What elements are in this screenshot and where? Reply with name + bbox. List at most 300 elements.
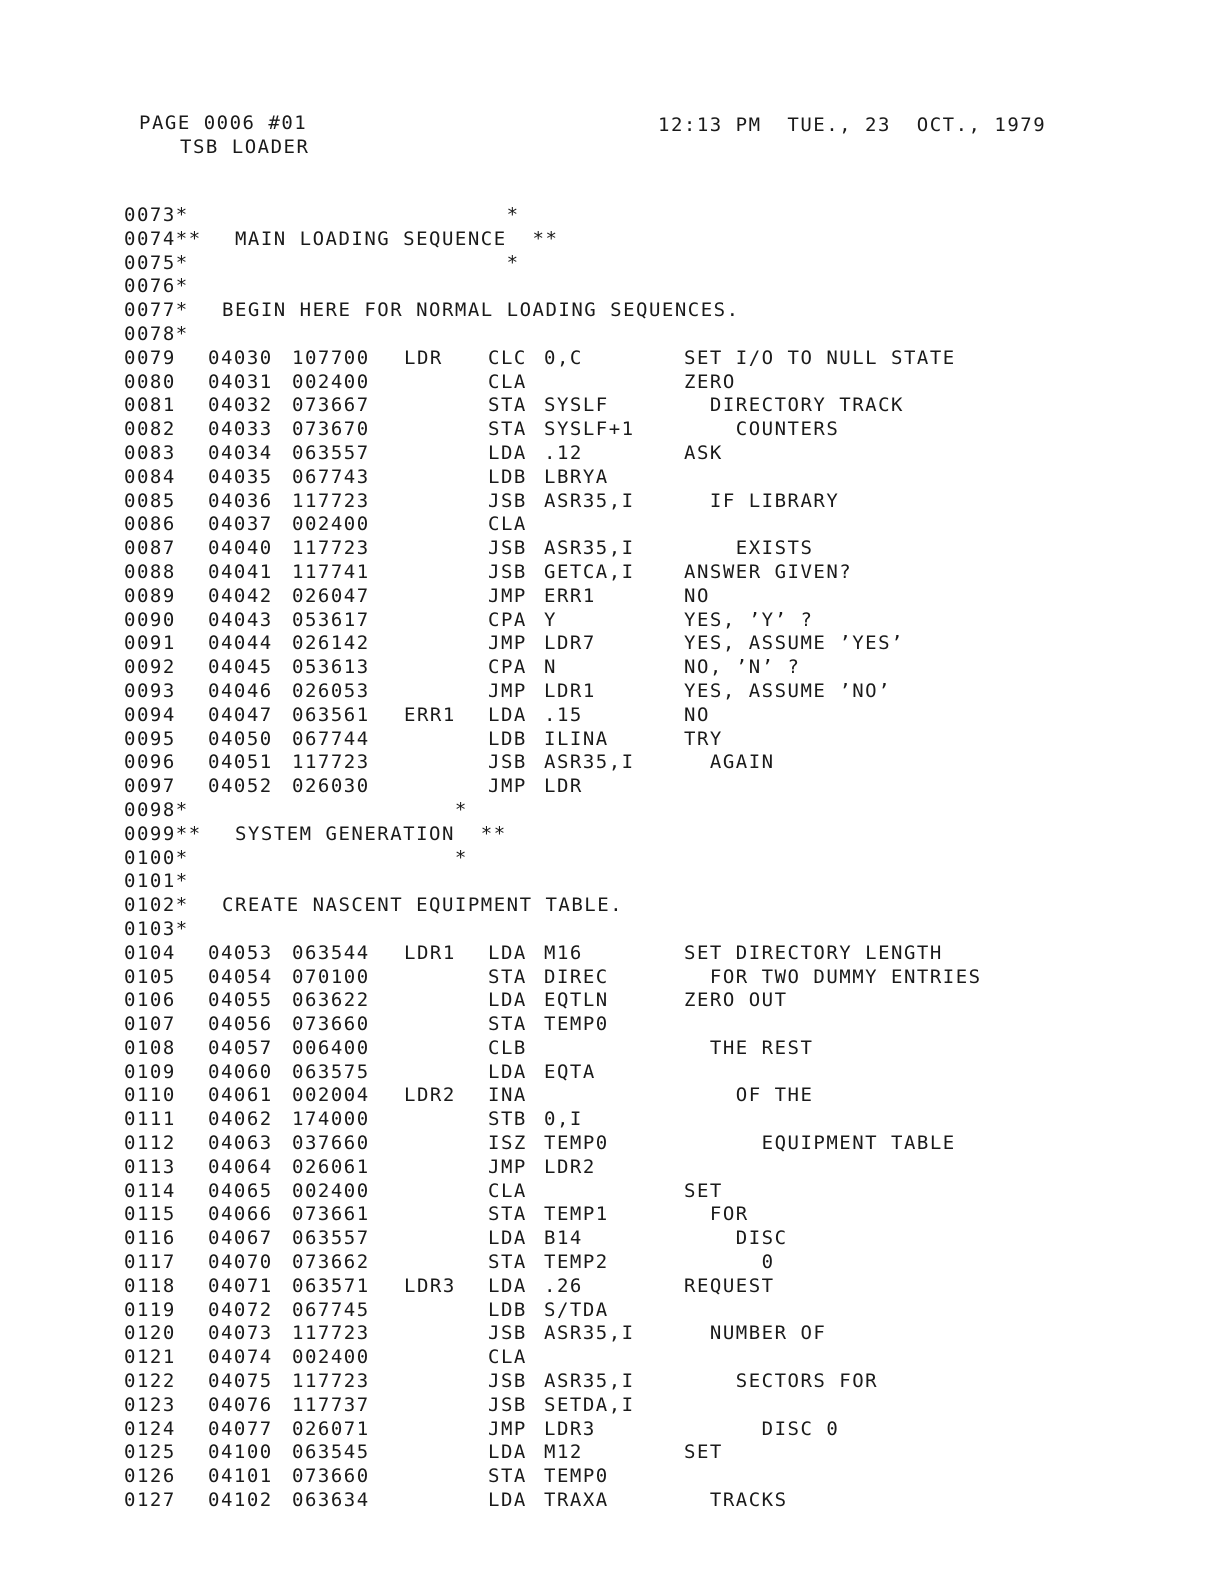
- comment: 0: [684, 1251, 775, 1274]
- listing-line: [124, 966, 1204, 990]
- opcode: JSB: [488, 1370, 527, 1393]
- line-number: 0085: [124, 489, 176, 512]
- object-code: 073662: [292, 1251, 370, 1274]
- line-number: 0097: [124, 775, 176, 798]
- comment: DISC: [684, 1227, 788, 1250]
- opcode: STA: [488, 394, 527, 417]
- operand: TEMP2: [544, 1251, 609, 1274]
- line-number: 0075*: [124, 251, 189, 274]
- opcode: JMP: [488, 632, 527, 655]
- object-code: 063557: [292, 1227, 370, 1250]
- opcode: CPA: [488, 656, 527, 679]
- comment-text: SYSTEM GENERATION **: [222, 822, 507, 845]
- comment: YES, ASSUME ’NO’: [684, 679, 892, 702]
- line-number: 0106: [124, 989, 176, 1012]
- object-code: 063545: [292, 1441, 370, 1464]
- address: 04031: [208, 370, 273, 393]
- comment: NO, ’N’ ?: [684, 656, 801, 679]
- listing-line: [124, 1465, 1204, 1489]
- object-code: 073670: [292, 418, 370, 441]
- opcode: STA: [488, 1203, 527, 1226]
- object-code: 073660: [292, 1465, 370, 1488]
- comment: SET I/O TO NULL STATE: [684, 346, 956, 369]
- listing-line: [124, 1394, 1204, 1418]
- comment: SET: [684, 1441, 723, 1464]
- line-number: 0091: [124, 632, 176, 655]
- operand: LDR1: [544, 679, 596, 702]
- program-title: TSB LOADER: [180, 136, 310, 158]
- address: 04070: [208, 1251, 273, 1274]
- line-number: 0092: [124, 656, 176, 679]
- listing-line: [124, 1227, 1204, 1251]
- operand: .15: [544, 703, 583, 726]
- object-code: 117723: [292, 751, 370, 774]
- listing-line: [124, 656, 1204, 680]
- opcode: LDA: [488, 1274, 527, 1297]
- address: 04033: [208, 418, 273, 441]
- comment: YES, ’Y’ ?: [684, 608, 814, 631]
- operand: M16: [544, 941, 583, 964]
- listing-line: [124, 299, 1204, 323]
- line-number: 0077*: [124, 299, 189, 322]
- line-number: 0090: [124, 608, 176, 631]
- listing-line: [124, 989, 1204, 1013]
- line-number: 0078*: [124, 322, 189, 345]
- comment-text: *: [222, 204, 520, 226]
- comment: ZERO OUT: [684, 989, 788, 1012]
- listing-line: [124, 1251, 1204, 1275]
- object-code: 063561: [292, 703, 370, 726]
- listing-line: [124, 799, 1204, 823]
- address: 04046: [208, 679, 273, 702]
- line-number: 0089: [124, 584, 176, 607]
- address: 04041: [208, 560, 273, 583]
- opcode: INA: [488, 1084, 527, 1107]
- object-code: 006400: [292, 1036, 370, 1059]
- object-code: 117737: [292, 1393, 370, 1416]
- line-number: 0118: [124, 1274, 176, 1297]
- listing-line: [124, 847, 1204, 871]
- listing-line: [124, 1084, 1204, 1108]
- listing-line: [124, 252, 1204, 276]
- operand: .12: [544, 441, 583, 464]
- comment: OF THE: [684, 1084, 814, 1107]
- address: 04040: [208, 537, 273, 560]
- listing-line: [124, 537, 1204, 561]
- address: 04060: [208, 1060, 273, 1083]
- opcode: JSB: [488, 537, 527, 560]
- address: 04032: [208, 394, 273, 417]
- line-number: 0101*: [124, 870, 189, 893]
- object-code: 026030: [292, 775, 370, 798]
- address: 04073: [208, 1322, 273, 1345]
- address: 04052: [208, 775, 273, 798]
- opcode: LDB: [488, 727, 527, 750]
- address: 04101: [208, 1465, 273, 1488]
- operand: ASR35,I: [544, 489, 635, 512]
- object-code: 002400: [292, 1179, 370, 1202]
- opcode: CLA: [488, 513, 527, 536]
- comment: SET: [684, 1179, 723, 1202]
- object-code: 002400: [292, 370, 370, 393]
- line-number: 0109: [124, 1060, 176, 1083]
- listing-line: [124, 204, 1204, 228]
- line-number: 0079: [124, 346, 176, 369]
- opcode: JSB: [488, 751, 527, 774]
- opcode: CLC: [488, 346, 527, 369]
- address: 04100: [208, 1441, 273, 1464]
- line-number: 0112: [124, 1132, 176, 1155]
- operand: SYSLF: [544, 394, 609, 417]
- comment: THE REST: [684, 1036, 814, 1059]
- line-number: 0093: [124, 679, 176, 702]
- operand: LDR3: [544, 1417, 596, 1440]
- object-code: 174000: [292, 1108, 370, 1131]
- operand: S/TDA: [544, 1298, 609, 1321]
- address: 04037: [208, 513, 273, 536]
- line-number: 0123: [124, 1393, 176, 1416]
- object-code: 117741: [292, 560, 370, 583]
- opcode: JSB: [488, 560, 527, 583]
- line-number: 0115: [124, 1203, 176, 1226]
- opcode: LDA: [488, 703, 527, 726]
- opcode: JSB: [488, 489, 527, 512]
- address: 04077: [208, 1417, 273, 1440]
- address: 04051: [208, 751, 273, 774]
- listing-line: [124, 394, 1204, 418]
- object-code: 063544: [292, 941, 370, 964]
- listing-line: [124, 918, 1204, 942]
- object-code: 117723: [292, 1322, 370, 1345]
- operand: TEMP0: [544, 1132, 609, 1155]
- address: 04030: [208, 346, 273, 369]
- operand: ERR1: [544, 584, 596, 607]
- listing-line: [124, 1108, 1204, 1132]
- line-number: 0126: [124, 1465, 176, 1488]
- listing-line: [124, 1037, 1204, 1061]
- address: 04076: [208, 1393, 273, 1416]
- listing-line: [124, 1132, 1204, 1156]
- comment: REQUEST: [684, 1274, 775, 1297]
- comment: TRACKS: [684, 1489, 788, 1512]
- opcode: JMP: [488, 1417, 527, 1440]
- opcode: STB: [488, 1108, 527, 1131]
- listing-line: [124, 894, 1204, 918]
- listing-line: [124, 680, 1204, 704]
- comment: NO: [684, 584, 710, 607]
- object-code: 117723: [292, 537, 370, 560]
- listing-line: [124, 1346, 1204, 1370]
- object-code: 002400: [292, 513, 370, 536]
- line-number: 0102*: [124, 894, 189, 917]
- object-code: 063622: [292, 989, 370, 1012]
- comment: COUNTERS: [684, 418, 840, 441]
- object-code: 063557: [292, 441, 370, 464]
- line-number: 0095: [124, 727, 176, 750]
- listing-line: [124, 823, 1204, 847]
- operand: M12: [544, 1441, 583, 1464]
- listing-line: [124, 775, 1204, 799]
- object-code: 026047: [292, 584, 370, 607]
- object-code: 073667: [292, 394, 370, 417]
- comment: FOR TWO DUMMY ENTRIES: [684, 965, 982, 988]
- operand: EQTLN: [544, 989, 609, 1012]
- line-number: 0100*: [124, 846, 189, 869]
- comment-text: CREATE NASCENT EQUIPMENT TABLE.: [222, 894, 624, 917]
- object-code: 063571: [292, 1274, 370, 1297]
- line-number: 0124: [124, 1417, 176, 1440]
- line-number: 0081: [124, 394, 176, 417]
- address: 04074: [208, 1346, 273, 1369]
- object-code: 067743: [292, 465, 370, 488]
- opcode: JSB: [488, 1322, 527, 1345]
- address: 04057: [208, 1036, 273, 1059]
- listing-line: [124, 1013, 1204, 1037]
- line-number: 0082: [124, 418, 176, 441]
- line-number: 0111: [124, 1108, 176, 1131]
- opcode: JMP: [488, 775, 527, 798]
- listing-line: [124, 728, 1204, 752]
- opcode: STA: [488, 418, 527, 441]
- comment: ASK: [684, 441, 723, 464]
- assembly-listing: [124, 204, 1204, 1513]
- address: 04062: [208, 1108, 273, 1131]
- address: 04056: [208, 1013, 273, 1036]
- operand: 0,I: [544, 1108, 583, 1131]
- opcode: CPA: [488, 608, 527, 631]
- listing-line: [124, 442, 1204, 466]
- operand: TEMP0: [544, 1465, 609, 1488]
- label: LDR1: [404, 941, 456, 964]
- opcode: STA: [488, 1251, 527, 1274]
- operand: .26: [544, 1274, 583, 1297]
- line-number: 0096: [124, 751, 176, 774]
- object-code: 002004: [292, 1084, 370, 1107]
- address: 04066: [208, 1203, 273, 1226]
- opcode: JSB: [488, 1393, 527, 1416]
- comment-text: *: [222, 798, 468, 821]
- object-code: 026071: [292, 1417, 370, 1440]
- opcode: LDA: [488, 441, 527, 464]
- operand: TEMP1: [544, 1203, 609, 1226]
- line-number: 0114: [124, 1179, 176, 1202]
- address: 04043: [208, 608, 273, 631]
- line-number: 0080: [124, 370, 176, 393]
- object-code: 107700: [292, 346, 370, 369]
- line-number: 0098*: [124, 798, 189, 821]
- listing-line: [124, 609, 1204, 633]
- comment-text: *: [222, 846, 468, 869]
- operand: LBRYA: [544, 465, 609, 488]
- opcode: JMP: [488, 1155, 527, 1178]
- listing-line: [124, 942, 1204, 966]
- object-code: 067745: [292, 1298, 370, 1321]
- operand: SYSLF+1: [544, 418, 635, 441]
- operand: 0,C: [544, 346, 583, 369]
- listing-line: [124, 418, 1204, 442]
- line-number: 0084: [124, 465, 176, 488]
- operand: B14: [544, 1227, 583, 1250]
- listing-line: [124, 466, 1204, 490]
- comment: SECTORS FOR: [684, 1370, 879, 1393]
- comment: TRY: [684, 727, 723, 750]
- operand: LDR2: [544, 1155, 596, 1178]
- line-number: 0103*: [124, 917, 189, 940]
- address: 04075: [208, 1370, 273, 1393]
- operand: DIREC: [544, 965, 609, 988]
- address: 04034: [208, 441, 273, 464]
- address: 04055: [208, 989, 273, 1012]
- line-number: 0116: [124, 1227, 176, 1250]
- listing-line: [124, 1489, 1204, 1513]
- comment: IF LIBRARY: [684, 489, 840, 512]
- line-number: 0125: [124, 1441, 176, 1464]
- opcode: LDA: [488, 1227, 527, 1250]
- comment: ANSWER GIVEN?: [684, 560, 853, 583]
- object-code: 053617: [292, 608, 370, 631]
- address: 04047: [208, 703, 273, 726]
- comment-text: MAIN LOADING SEQUENCE **: [222, 227, 559, 250]
- line-number: 0107: [124, 1013, 176, 1036]
- operand: TRAXA: [544, 1489, 609, 1512]
- line-number: 0119: [124, 1298, 176, 1321]
- opcode: LDB: [488, 465, 527, 488]
- comment: NUMBER OF: [684, 1322, 827, 1345]
- line-number: 0086: [124, 513, 176, 536]
- line-number: 0105: [124, 965, 176, 988]
- operand: LDR7: [544, 632, 596, 655]
- operand: EQTA: [544, 1060, 596, 1083]
- address: 04050: [208, 727, 273, 750]
- line-number: 0122: [124, 1370, 176, 1393]
- object-code: 070100: [292, 965, 370, 988]
- listing-line: [124, 585, 1204, 609]
- listing-line: [124, 1441, 1204, 1465]
- comment-text: BEGIN HERE FOR NORMAL LOADING SEQUENCES.: [222, 299, 740, 322]
- listing-line: [124, 704, 1204, 728]
- listing-line: [124, 751, 1204, 775]
- comment: AGAIN: [684, 751, 775, 774]
- operand: GETCA,I: [544, 560, 635, 583]
- line-number: 0121: [124, 1346, 176, 1369]
- object-code: 026053: [292, 679, 370, 702]
- address: 04054: [208, 965, 273, 988]
- object-code: 026061: [292, 1155, 370, 1178]
- operand: LDR: [544, 775, 583, 798]
- opcode: CLA: [488, 1346, 527, 1369]
- address: 04053: [208, 941, 273, 964]
- opcode: STA: [488, 965, 527, 988]
- object-code: 117723: [292, 489, 370, 512]
- label: LDR2: [404, 1084, 456, 1107]
- address: 04063: [208, 1132, 273, 1155]
- listing-line: [124, 1418, 1204, 1442]
- address: 04102: [208, 1489, 273, 1512]
- object-code: 002400: [292, 1346, 370, 1369]
- comment: FOR: [684, 1203, 749, 1226]
- line-number: 0088: [124, 560, 176, 583]
- listing-line: [124, 632, 1204, 656]
- listing-line: [124, 228, 1204, 252]
- operand: Y: [544, 608, 557, 631]
- opcode: LDA: [488, 1489, 527, 1512]
- object-code: 053613: [292, 656, 370, 679]
- address: 04036: [208, 489, 273, 512]
- address: 04064: [208, 1155, 273, 1178]
- opcode: JMP: [488, 584, 527, 607]
- listing-line: [124, 275, 1204, 299]
- page-number: PAGE 0006 #01: [139, 112, 308, 134]
- listing-line: [124, 347, 1204, 371]
- address: 04067: [208, 1227, 273, 1250]
- line-number: 0076*: [124, 275, 189, 298]
- comment: NO: [684, 703, 710, 726]
- opcode: JMP: [488, 679, 527, 702]
- label: ERR1: [404, 703, 456, 726]
- operand: ASR35,I: [544, 537, 635, 560]
- object-code: 026142: [292, 632, 370, 655]
- comment: DIRECTORY TRACK: [684, 394, 904, 417]
- comment: EXISTS: [684, 537, 814, 560]
- line-number: 0087: [124, 537, 176, 560]
- opcode: STA: [488, 1465, 527, 1488]
- opcode: STA: [488, 1013, 527, 1036]
- opcode: CLB: [488, 1036, 527, 1059]
- comment: EQUIPMENT TABLE: [684, 1132, 956, 1155]
- listing-line: [124, 513, 1204, 537]
- comment: SET DIRECTORY LENGTH: [684, 941, 943, 964]
- listing-line: [124, 490, 1204, 514]
- line-number: 0120: [124, 1322, 176, 1345]
- opcode: CLA: [488, 1179, 527, 1202]
- line-number: 0104: [124, 941, 176, 964]
- listing-line: [124, 1061, 1204, 1085]
- opcode: LDA: [488, 989, 527, 1012]
- object-code: 117723: [292, 1370, 370, 1393]
- print-timestamp: 12:13 PM TUE., 23 OCT., 1979: [658, 114, 1047, 136]
- operand: SETDA,I: [544, 1393, 635, 1416]
- comment: YES, ASSUME ’YES’: [684, 632, 904, 655]
- label: LDR3: [404, 1274, 456, 1297]
- address: 04061: [208, 1084, 273, 1107]
- object-code: 073660: [292, 1013, 370, 1036]
- listing-line: [124, 1180, 1204, 1204]
- listing-line: [124, 323, 1204, 347]
- operand: ILINA: [544, 727, 609, 750]
- opcode: LDA: [488, 941, 527, 964]
- line-number: 0099**: [124, 822, 202, 845]
- line-number: 0074**: [124, 227, 202, 250]
- line-number: 0073*: [124, 204, 189, 226]
- line-number: 0094: [124, 703, 176, 726]
- listing-line: [124, 371, 1204, 395]
- line-number: 0113: [124, 1155, 176, 1178]
- object-code: 073661: [292, 1203, 370, 1226]
- address: 04045: [208, 656, 273, 679]
- operand: N: [544, 656, 557, 679]
- listing-line: [124, 870, 1204, 894]
- comment: DISC 0: [684, 1417, 840, 1440]
- operand: TEMP0: [544, 1013, 609, 1036]
- address: 04071: [208, 1274, 273, 1297]
- opcode: LDA: [488, 1441, 527, 1464]
- comment: ZERO: [684, 370, 736, 393]
- comment-text: *: [222, 251, 520, 274]
- listing-line: [124, 1370, 1204, 1394]
- listing-line: [124, 561, 1204, 585]
- label: LDR: [404, 346, 443, 369]
- address: 04072: [208, 1298, 273, 1321]
